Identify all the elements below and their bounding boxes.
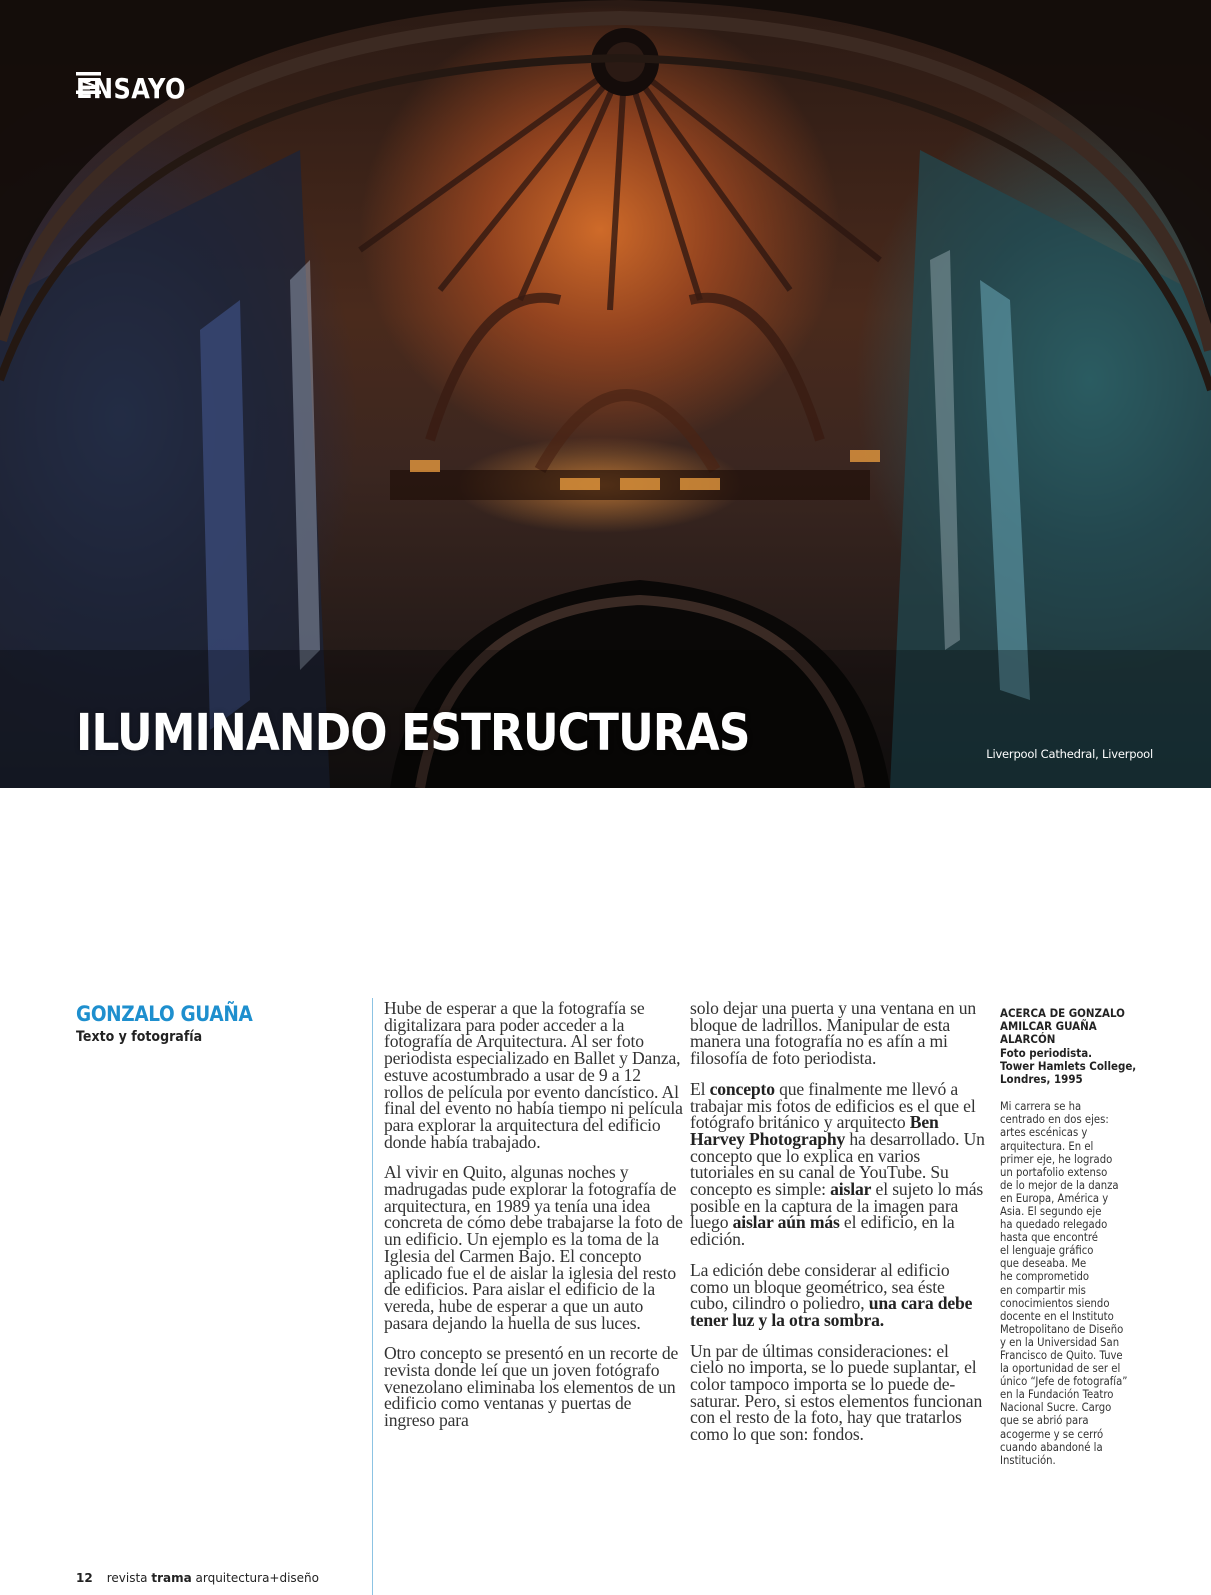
- author-name: GONZALO GUAÑA: [76, 1002, 253, 1026]
- bio-text: Mi carrera se ha centrado en dos ejes: artes escénicas y arquitectura. En el primer eje, he logrado un portafolio extenso de lo mejor de la danza en Europa, América y Asia. El segundo eje ha quedado relegado hasta que encontré el lenguaje gráfico que deseaba. Me he comprometido en compartir mis conocimientos siendo docente en el Instituto Metropolitano de Diseño y en la Universidad San Francisco de Quito. Tuve la oportunidad de ser el único “Jefe de fotografía” en la Fundación Teatro Nacional Sucre. Cargo que se abrió para acogerme y se cerró cuando abandoné la Institución.: [1000, 1100, 1128, 1467]
- hero-photo: [0, 0, 1211, 788]
- author-bio-sidebar: [1000, 1007, 1148, 1467]
- article-paragraph: [384, 1164, 684, 1331]
- emphasis-text: aislar aún más: [732, 1212, 840, 1233]
- emphasis-text: concepto: [709, 1078, 775, 1099]
- article-paragraph: [690, 1078, 986, 1250]
- article-paragraph: [690, 1259, 986, 1330]
- paragraph-text: Al vivir en Quito, algunas noches y madrugadas pude explorar la fotografía de arquitectura, en 1989 ya tenía una idea concreta de cómo debe trabajarse la foto de un edificio. Un ejemplo es la toma de la Iglesia del Carmen Bajo. El concepto aplicado fue el de aislar la iglesia del resto de edificios. Para aislar el edificio de la vereda, hube de esperar a que un auto pasara dejando la huella de sus luces.: [384, 1162, 683, 1333]
- paragraph-text: El: [690, 1078, 710, 1099]
- page-number: 12: [76, 1571, 93, 1585]
- bio-heading: ACERCA DE GONZALO AMILCAR GUAÑA ALARCÓN: [1000, 1007, 1125, 1047]
- section-label: ENSAYO: [76, 72, 186, 105]
- paragraph-text: el edificio, en la edición.: [690, 1212, 955, 1250]
- bio-subheading: Foto periodista. Tower Hamlets College, Londres, 1995: [1000, 1046, 1137, 1087]
- paragraph-text: Un par de últimas consideraciones: el cielo no importa, se lo puede suplantar, el color tampoco importa se lo puede de-saturar. Pero, si estos elementos funcionan con el resto de la foto, hay que tratarlos como lo que son: fondos.: [690, 1340, 983, 1445]
- author-block: [76, 1003, 336, 1045]
- cathedral-vault-illustration: [0, 0, 1211, 788]
- paragraph-text: Hube de esperar a que la fotografía se digitalizara para poder acceder a la fotografía de Arquitectura. Al ser foto periodista especializado en Ballet y Danza, estuve acostumbrado a usar de 9 a 12 rollos de película por evento dancístico. Al final del evento no había tiempo ni película para explorar la arquitectura del edificio donde había trabajado.: [384, 998, 683, 1152]
- article-column-2: [690, 1000, 986, 1457]
- publication-suffix: arquitectura+diseño: [191, 1571, 320, 1585]
- paragraph-text: que finalmente me llevó a trabajar mis fotos de edificios es el que el fotógrafo británico y arquitecto: [690, 1078, 976, 1133]
- publication-name: trama: [151, 1571, 192, 1585]
- paragraph-text: el sujeto lo más posible en la captura de la imagen para luego: [690, 1179, 984, 1233]
- section-tag: [76, 72, 204, 105]
- paragraph-text: ha desarrollado. Un concepto que lo explica en varios tutoriales en su canal de YouTube. Su concepto es simple:: [690, 1128, 985, 1200]
- article-paragraph: Otro concepto se presentó en un recorte de revista donde leí que un joven fotógrafo venezolano eliminaba los elementos de un edificio como ventanas y puertas de ingreso para: [384, 1343, 679, 1431]
- article-column-1: [384, 1000, 684, 1443]
- photo-caption: Liverpool Cathedral, Liverpool: [986, 747, 1153, 761]
- article-paragraph-continued: solo dejar una puerta y una ventana en un bloque de ladrillos. Manipular de esta manera una fotografía no es afín a mi filosofía de foto periodista.: [690, 998, 976, 1069]
- page-footer: [76, 1571, 319, 1585]
- emphasis-text: Ben Harvey Photography: [690, 1112, 939, 1149]
- article-paragraph: [690, 1340, 986, 1445]
- author-role: Texto y fotografía: [76, 1029, 203, 1046]
- article-paragraph: [384, 1000, 684, 1150]
- emphasis-text: aislar: [830, 1179, 872, 1200]
- column-divider: [372, 998, 373, 1595]
- emphasis-text: una cara debe tener luz y la otra sombra.: [690, 1293, 973, 1330]
- article-title: ILUMINANDO ESTRUCTURAS: [76, 704, 750, 763]
- paragraph-text: La edición debe considerar al edificio como un bloque geométrico, sea éste cubo, cilindro o poliedro,: [690, 1259, 950, 1314]
- publication-prefix: revista: [106, 1571, 152, 1585]
